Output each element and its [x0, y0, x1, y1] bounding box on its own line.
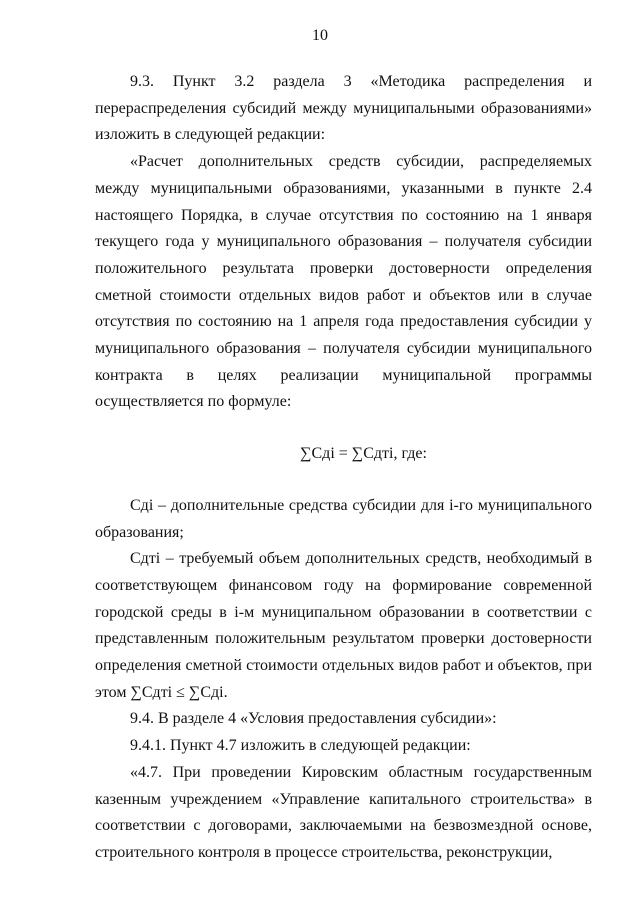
paragraph-calculation: «Расчет дополнительных средств субсидии, распределяемых между муниципальными образованиями, указанными в пункте 2.4 настоящего Порядка, в случае отсутствия по состоянию на 1 января текущего года у муниципального образования – получателя субсидии положительного результата проверки достоверности определения сметной стоимости отдельных видов работ и объектов или в случае отсутствия по состоянию на 1 апреля года предоставления субсидии у муниципального образования – получателя субсидии муниципального контракта в целях реализации муниципальной программы осуществляется по формуле:: [95, 153, 592, 411]
paragraph-sdti-definition: Сдтi – требуемый объем дополнительных средств, необходимый в соответствующем финансовом году на формирование современной городской среды в i-м муниципальном образовании в соответствии с представленным положительным результатом проверки достоверности определения сметной стоимости отдельных видов работ и объектов, при этом ∑Сдтi ≤ ∑Сдi.: [95, 550, 592, 701]
document-body: [95, 69, 592, 867]
paragraph-4-7: «4.7. При проведении Кировским областным государственным казенным учреждением «Управление капитального строительства» в соответствии с договорами, заключаемыми на безвозмездной основе, строительного контроля в процессе строительства, реконструкции,: [95, 763, 592, 861]
paragraph-9-4: 9.4. В разделе 4 «Условия предоставления субсидии»:: [130, 710, 497, 728]
paragraph-sdi-definition: Сдi – дополнительные средства субсидии для i-го муниципального образования;: [95, 496, 592, 541]
paragraph-9-4-1: 9.4.1. Пункт 4.7 изложить в следующей редакции:: [130, 737, 471, 755]
paragraph-9-3: 9.3. Пункт 3.2 раздела 3 «Методика распределения и перераспределения субсидий между муниципальными образованиями» изложить в следующей редакции:: [95, 73, 592, 144]
page-number: 10: [312, 27, 328, 44]
formula: ∑Сдi = ∑Сдтi, где:: [300, 445, 427, 463]
